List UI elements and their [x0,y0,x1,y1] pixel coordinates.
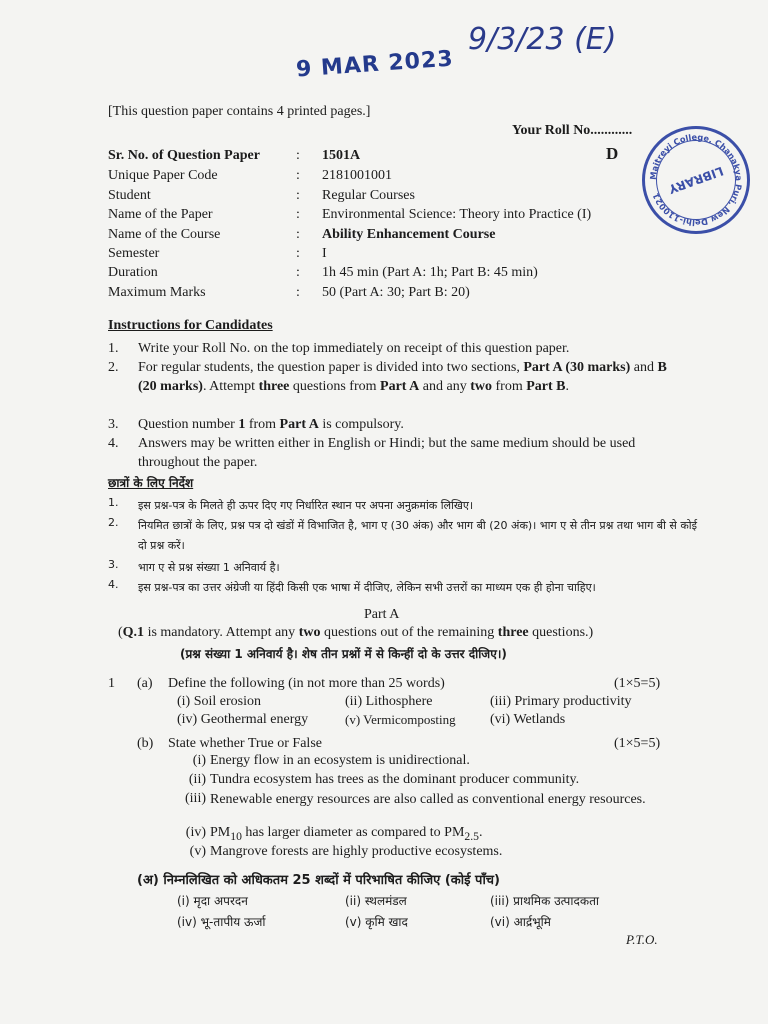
instructions-heading: Instructions for Candidates [108,318,273,333]
detail-value: 2181001001 [322,168,392,183]
instruction-number: 4. [108,436,119,451]
detail-colon: : [296,188,300,203]
detail-value: 1h 45 min (Part A: 1h; Part B: 45 min) [322,265,538,280]
detail-key: Sr. No. of Question Paper [108,148,260,163]
detail-colon: : [296,148,300,163]
library-stamp-ring-text: Maitreyi College, Chanakya Puri, New Delhi-110021 [647,131,745,229]
true-false-number: (ii) [188,772,206,787]
hindi-instruction-number: 1. [108,496,119,509]
please-turn-over: P.T.O. [626,932,658,947]
true-false-item [177,772,657,788]
hindi-instruction-text: इस प्रश्न-पत्र के मिलते ही ऊपर दिए गए निर्धारित स्थान पर अपना अनुक्रमांक लिखिए। [138,499,474,512]
q1a-label: (a) [137,676,153,691]
true-false-number: (v) [189,844,206,859]
part-a-note: (Q.1 is mandatory. Attempt any two questions out of the remaining three questions.) [118,625,594,640]
hindi-definition-item: (i) मृदा अपरदन [177,894,248,908]
instruction-number: 1. [108,341,119,356]
true-false-item [177,753,657,769]
instruction-text: For regular students, the question paper is divided into two sections, Part A (30 marks) and B (20 marks). Attempt three questions from Part A and any two from Part B. [138,360,667,394]
detail-colon: : [296,285,300,300]
hindi-instruction-text: इस प्रश्न-पत्र का उत्तर अंग्रेजी या हिंदी किसी एक भाषा में दीजिए, लेकिन सभी उत्तरों का माध्यम एक ही होना चाहिए। [138,581,596,594]
definition-item: (vi) Wetlands [490,712,566,727]
true-false-text: Mangrove forests are highly productive ecosystems. [210,844,503,859]
detail-value: Environmental Science: Theory into Practice (I) [322,207,592,222]
detail-value: 1501A [322,148,361,163]
detail-colon: : [296,227,300,242]
part-a-title: Part A [364,607,400,622]
true-false-item [177,791,657,808]
true-false-item [177,844,657,860]
hindi-instructions-heading: छात्रों के लिए निर्देश [108,476,194,490]
true-false-number: (iv) [185,825,206,840]
detail-key: Duration [108,265,158,280]
svg-text:Maitreyi College, Chanakya Pur [648,132,744,228]
detail-value: I [322,246,327,261]
true-false-text: Energy flow in an ecosystem is unidirectional. [210,753,470,768]
definition-item: (v) Vermicomposting [345,712,456,727]
q1b-label: (b) [137,736,154,751]
detail-colon: : [296,207,300,222]
true-false-number: (iii) [185,791,206,806]
instruction-text: Answers may be written either in English or Hindi; but the same medium should be used throughout the paper. [138,436,636,470]
roll-number-label: Your Roll No............ [512,123,633,138]
instruction-number: 2. [108,360,119,375]
instruction-number: 3. [108,417,119,432]
detail-key: Semester [108,246,160,261]
detail-colon: : [296,265,300,280]
definition-item: (i) Soil erosion [177,694,261,709]
hindi-definition-item: (iv) भू-तापीय ऊर्जा [177,915,266,929]
detail-value: Ability Enhancement Course [322,227,496,242]
definition-item: (ii) Lithosphere [345,694,433,709]
detail-key: Maximum Marks [108,285,206,300]
page-count-note: [This question paper contains 4 printed pages.] [108,104,371,119]
true-false-text: Tundra ecosystem has trees as the dominant producer community. [210,772,580,787]
instruction-text: Write your Roll No. on the top immediately on receipt of this question paper. [138,341,570,356]
true-false-text: $PM_{10}$ has larger diameter as compared to $PM_{2.5}$. [210,825,483,843]
detail-key: Name of the Paper [108,207,213,222]
q1a-hindi-text: (अ) निम्नलिखित को अधिकतम 25 शब्दों में परिभाषित कीजिए (कोई पाँच) [137,873,501,888]
q1b-text: State whether True or False [168,736,322,751]
hindi-definition-item: (v) कृमि खाद [345,915,408,929]
true-false-number: (i) [192,753,206,768]
q1a-text: Define the following (in not more than 25 words) [168,676,445,691]
question-number: 1 [108,676,115,691]
q1b-marks: (1×5=5) [614,736,661,751]
hindi-definition-item: (vi) आर्द्रभूमि [490,915,551,929]
library-stamp-center-text: LIBRARY [666,163,726,197]
hindi-instruction-number: 3. [108,558,119,571]
detail-colon: : [296,168,300,183]
detail-value: 50 (Part A: 30; Part B: 20) [322,285,470,300]
hindi-definition-item: (iii) प्राथमिक उत्पादकता [490,894,600,908]
received-date-stamp: 9 MAR 2023 [295,46,455,83]
detail-key: Unique Paper Code [108,168,218,183]
handwritten-date-note: 9/3/23 (E) [468,22,617,57]
hindi-instruction-number: 2. [108,516,119,529]
hindi-instruction-number: 4. [108,578,119,591]
set-letter: D [606,144,619,163]
true-false-text: Renewable energy resources are also called as conventional energy resources. [210,792,646,807]
library-stamp [642,126,750,234]
detail-value: Regular Courses [322,188,415,203]
detail-key: Student [108,188,151,203]
true-false-item [177,825,657,843]
hindi-instruction-text: नियमित छात्रों के लिए, प्रश्न पत्र दो खंडों में विभाजित है, भाग ए (30 अंक) और भाग बी (20 अंक)। भाग ए से तीन प्रश्न तथा भाग बी से कोई दो प्रश्न करें। [138,519,698,552]
detail-colon: : [296,246,300,261]
definition-item: (iii) Primary productivity [490,694,632,709]
q1a-marks: (1×5=5) [614,676,661,691]
hindi-instruction-text: भाग ए से प्रश्न संख्या 1 अनिवार्य है। [138,561,280,574]
detail-key: Name of the Course [108,227,221,242]
instruction-text: Question number 1 from Part A is compulsory. [138,417,404,432]
definition-item: (iv) Geothermal energy [177,712,309,727]
part-a-note-hindi: (प्रश्न संख्या 1 अनिवार्य है। शेष तीन प्रश्नों में से किन्हीं दो के उत्तर दीजिए।) [180,647,507,661]
hindi-definition-item: (ii) स्थलमंडल [345,894,407,908]
